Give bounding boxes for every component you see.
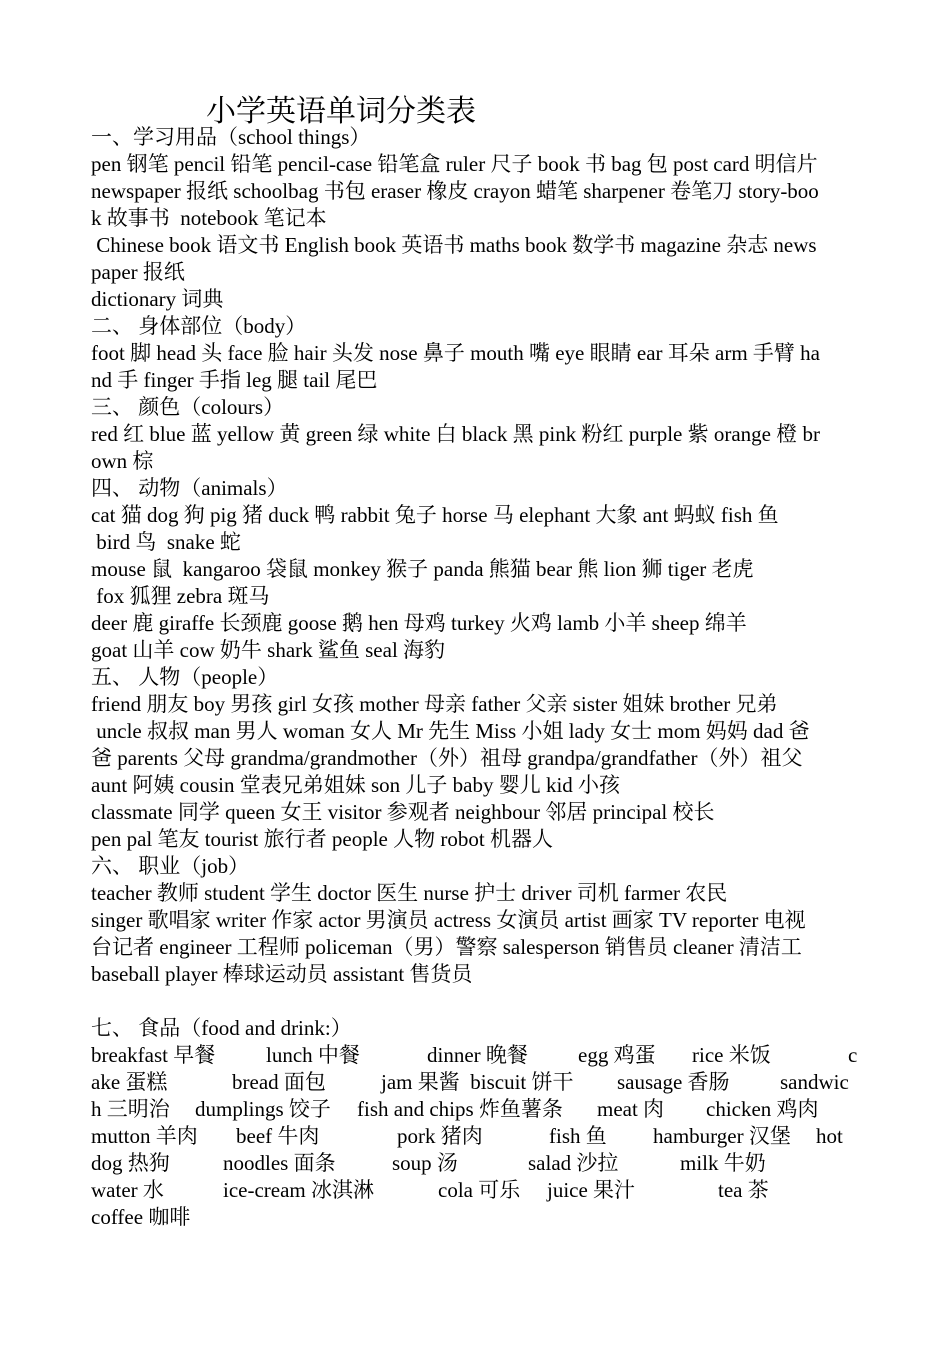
text-line: teacher 教师 student 学生 doctor 医生 nurse 护士 driver 司机 farmer 农民 (91, 881, 728, 905)
food-row (91, 1204, 866, 1231)
section-heading-people: 五、 人物（people） (91, 665, 279, 689)
food-item: sausage 香肠 (617, 1070, 730, 1094)
text-line: foot 脚 head 头 face 脸 hair 头发 nose 鼻子 mouth 嘴 eye 眼睛 ear 耳朵 arm 手臂 ha (91, 341, 820, 365)
document-page (91, 92, 866, 1231)
text-line: aunt 阿姨 cousin 堂表兄弟姐妹 son 儿子 baby 婴儿 kid 小孩 (91, 773, 621, 797)
food-row (91, 1096, 866, 1123)
text-line: newspaper 报纸 schoolbag 书包 eraser 橡皮 crayon 蜡笔 sharpener 卷笔刀 story-boo (91, 179, 819, 203)
text-line: own 棕 (91, 449, 154, 473)
section-heading-body: 二、 身体部位（body） (91, 314, 307, 338)
text-line: Chinese book 语文书 English book 英语书 maths book 数学书 magazine 杂志 news (91, 233, 817, 257)
text-line: paper 报纸 (91, 260, 185, 284)
text-line: pen pal 笔友 tourist 旅行者 people 人物 robot 机器人 (91, 827, 553, 851)
food-row (91, 1069, 866, 1096)
food-item: dumplings 饺子 (195, 1097, 331, 1121)
food-item: mutton 羊肉 (91, 1124, 198, 1148)
text-line: 爸 parents 父母 grandma/grandmother（外）祖母 grandpa/grandfather（外）祖父 (91, 746, 803, 770)
food-row (91, 1123, 866, 1150)
blank-line (91, 988, 866, 1015)
food-item: breakfast 早餐 (91, 1043, 216, 1067)
text-line: fox 狐狸 zebra 斑马 (91, 584, 270, 608)
food-item: tea 茶 (718, 1178, 769, 1202)
food-row (91, 1177, 866, 1204)
food-item: noodles 面条 (223, 1151, 336, 1175)
section-heading-school-things: 一、学习用品（school things） (91, 125, 371, 149)
food-item: soup 汤 (392, 1151, 458, 1175)
text-line: 台记者 engineer 工程师 policeman（男）警察 salesperson 销售员 cleaner 清洁工 (91, 935, 802, 959)
text-line: pen 钢笔 pencil 铅笔 pencil-case 铅笔盒 ruler 尺子 book 书 bag 包 post card 明信片 (91, 152, 818, 176)
food-item: cola 可乐 (438, 1178, 521, 1202)
food-item: rice 米饭 (692, 1043, 771, 1067)
food-item: c (848, 1043, 858, 1067)
food-item: juice 果汁 (547, 1178, 636, 1202)
food-row (91, 1150, 866, 1177)
food-row (91, 1042, 866, 1069)
section-heading-colours: 三、 颜色（colours） (91, 395, 285, 419)
food-item: milk 牛奶 (680, 1151, 766, 1175)
food-item: pork 猪肉 (397, 1124, 483, 1148)
food-item: lunch 中餐 (266, 1043, 360, 1067)
section-heading-food: 七、 食品（food and drink:） (91, 1016, 352, 1040)
document-title: 小学英语单词分类表 (206, 95, 476, 128)
food-item: ice-cream 冰淇淋 (223, 1178, 375, 1202)
text-line: cat 猫 dog 狗 pig 猪 duck 鸭 rabbit 兔子 horse 马 elephant 大象 ant 蚂蚁 fish 鱼 (91, 503, 779, 527)
text-line: mouse 鼠 kangaroo 袋鼠 monkey 猴子 panda 熊猫 bear 熊 lion 狮 tiger 老虎 (91, 557, 754, 581)
food-item: water 水 (91, 1178, 164, 1202)
food-item: sandwic (780, 1070, 849, 1094)
text-line: friend 朋友 boy 男孩 girl 女孩 mother 母亲 father 父亲 sister 姐妹 brother 兄弟 (91, 692, 778, 716)
text-line: red 红 blue 蓝 yellow 黄 green 绿 white 白 black 黑 pink 粉红 purple 紫 orange 橙 br (91, 422, 821, 446)
food-item: meat 肉 (597, 1097, 665, 1121)
text-line: uncle 叔叔 man 男人 woman 女人 Mr 先生 Miss 小姐 lady 女士 mom 妈妈 dad 爸 (91, 719, 810, 743)
food-item: jam 果酱 biscuit 饼干 (381, 1070, 574, 1094)
food-item: hamburger 汉堡 (653, 1124, 791, 1148)
food-item: h 三明治 (91, 1097, 170, 1121)
section-heading-animals: 四、 动物（animals） (91, 476, 288, 500)
food-item: bread 面包 (232, 1070, 326, 1094)
food-item: ake 蛋糕 (91, 1070, 168, 1094)
text-line: bird 鸟 snake 蛇 (91, 530, 241, 554)
food-item: dog 热狗 (91, 1151, 170, 1175)
text-line: deer 鹿 giraffe 长颈鹿 goose 鹅 hen 母鸡 turkey 火鸡 lamb 小羊 sheep 绵羊 (91, 611, 747, 635)
food-item: chicken 鸡肉 (706, 1097, 819, 1121)
food-item: dinner 晚餐 (427, 1043, 528, 1067)
food-item: hot (816, 1124, 843, 1148)
text-line: classmate 同学 queen 女王 visitor 参观者 neighbour 邻居 principal 校长 (91, 800, 715, 824)
food-item: fish and chips 炸鱼薯条 (357, 1097, 563, 1121)
food-item: fish 鱼 (549, 1124, 607, 1148)
food-item: beef 牛肉 (236, 1124, 320, 1148)
text-line: dictionary 词典 (91, 287, 224, 311)
food-item: salad 沙拉 (528, 1151, 619, 1175)
food-item: egg 鸡蛋 (578, 1043, 656, 1067)
text-line: goat 山羊 cow 奶牛 shark 鲨鱼 seal 海豹 (91, 638, 446, 662)
text-line: singer 歌唱家 writer 作家 actor 男演员 actress 女演员 artist 画家 TV reporter 电视 (91, 908, 806, 932)
food-item: coffee 咖啡 (91, 1205, 191, 1229)
text-line: baseball player 棒球运动员 assistant 售货员 (91, 962, 473, 986)
section-heading-job: 六、 职业（job） (91, 854, 250, 878)
text-line: nd 手 finger 手指 leg 腿 tail 尾巴 (91, 368, 378, 392)
text-line: k 故事书 notebook 笔记本 (91, 206, 327, 230)
